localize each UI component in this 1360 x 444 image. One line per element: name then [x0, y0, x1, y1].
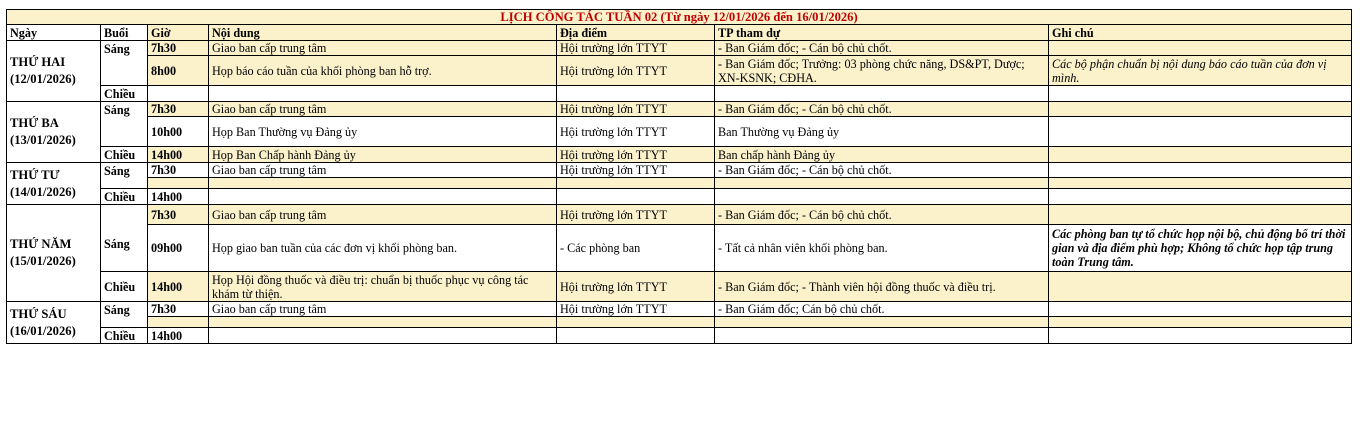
session-cell: Chiều — [101, 272, 148, 302]
day-date: (12/01/2026) — [10, 72, 76, 86]
attendees-cell: Ban chấp hành Đảng ủy — [715, 147, 1049, 163]
time-cell: 14h00 — [148, 272, 209, 302]
location-cell — [557, 317, 715, 328]
note-cell — [1049, 205, 1352, 225]
day-cell — [7, 302, 101, 344]
time-cell: 7h30 — [148, 205, 209, 225]
attendees-cell — [715, 178, 1049, 189]
location-cell: Hội trường lớn TTYT — [557, 163, 715, 178]
location-cell — [557, 178, 715, 189]
header-day: Ngày — [7, 25, 101, 41]
time-cell: 10h00 — [148, 117, 209, 147]
day-name: THỨ BA — [10, 116, 59, 130]
location-cell: Hội trường lớn TTYT — [557, 102, 715, 117]
table-row — [7, 56, 1352, 86]
table-row — [7, 272, 1352, 302]
attendees-cell — [715, 86, 1049, 102]
note-cell — [1049, 302, 1352, 317]
attendees-cell: Ban Thường vụ Đảng ủy — [715, 117, 1049, 147]
table-row — [7, 102, 1352, 117]
day-name: THỨ HAI — [10, 55, 66, 69]
day-date: (16/01/2026) — [10, 323, 76, 338]
location-cell: - Các phòng ban — [557, 225, 715, 272]
note-cell — [1049, 147, 1352, 163]
note-cell — [1049, 178, 1352, 189]
attendees-cell: - Ban Giám đốc; Trưởng: 03 phòng chức năng, DS&PT, Dược; XN-KSNK; CĐHA. — [715, 56, 1049, 86]
note-cell — [1049, 163, 1352, 178]
note-cell — [1049, 272, 1352, 302]
attendees-cell: - Ban Giám đốc; - Thành viên hội đồng thuốc và điều trị. — [715, 272, 1049, 302]
session-cell: Sáng — [101, 41, 148, 86]
content-cell — [209, 317, 557, 328]
schedule-table — [6, 9, 1352, 344]
content-cell: Họp Ban Chấp hành Đảng ủy — [209, 147, 557, 163]
location-cell: Hội trường lớn TTYT — [557, 147, 715, 163]
location-cell: Hội trường lớn TTYT — [557, 205, 715, 225]
content-cell: Họp Hội đồng thuốc và điều trị: chuẩn bị thuốc phục vụ công tác khám từ thiện. — [209, 272, 557, 302]
attendees-cell: - Ban Giám đốc; - Cán bộ chủ chốt. — [715, 41, 1049, 56]
time-cell: 7h30 — [148, 163, 209, 178]
note-cell — [1049, 328, 1352, 344]
header-time: Giờ — [148, 25, 209, 41]
table-row — [7, 41, 1352, 56]
day-name: THỨ TƯ — [10, 167, 60, 182]
session-cell: Chiều — [101, 328, 148, 344]
time-cell: 8h00 — [148, 56, 209, 86]
session-cell: Sáng — [101, 302, 148, 328]
content-cell — [209, 86, 557, 102]
note-cell: Các bộ phận chuẩn bị nội dung báo cáo tuần của đơn vị mình. — [1049, 56, 1352, 86]
content-cell: Giao ban cấp trung tâm — [209, 205, 557, 225]
location-cell: Hội trường lớn TTYT — [557, 302, 715, 317]
table-row — [7, 205, 1352, 225]
attendees-cell: - Ban Giám đốc; Cán bộ chủ chốt. — [715, 302, 1049, 317]
time-cell — [148, 178, 209, 189]
day-date: (13/01/2026) — [10, 133, 76, 147]
day-cell — [7, 163, 101, 205]
header-session: Buổi — [101, 25, 148, 41]
time-cell — [148, 317, 209, 328]
attendees-cell — [715, 328, 1049, 344]
attendees-cell — [715, 317, 1049, 328]
location-cell: Hội trường lớn TTYT — [557, 56, 715, 86]
session-cell: Sáng — [101, 102, 148, 147]
session-cell: Chiều — [101, 189, 148, 205]
header-location: Địa điểm — [557, 25, 715, 41]
day-name: THỨ SÁU — [10, 306, 67, 321]
table-row — [7, 163, 1352, 178]
attendees-cell: - Tất cả nhân viên khối phòng ban. — [715, 225, 1049, 272]
header-content: Nội dung — [209, 25, 557, 41]
table-row — [7, 189, 1352, 205]
table-row — [7, 225, 1352, 272]
day-name: THỨ NĂM — [10, 237, 72, 251]
time-cell: 14h00 — [148, 147, 209, 163]
location-cell — [557, 328, 715, 344]
location-cell: Hội trường lớn TTYT — [557, 272, 715, 302]
note-cell: Các phòng ban tự tổ chức họp nội bộ, chủ động bố trí thời gian và địa điểm phù hợp; Không tổ chức họp tập trung toàn Trung tâm. — [1049, 225, 1352, 272]
session-cell: Sáng — [101, 163, 148, 189]
time-cell: 7h30 — [148, 302, 209, 317]
content-cell — [209, 189, 557, 205]
day-date: (14/01/2026) — [10, 184, 76, 199]
attendees-cell — [715, 189, 1049, 205]
table-row — [7, 328, 1352, 344]
table-row — [7, 317, 1352, 328]
time-cell: 14h00 — [148, 328, 209, 344]
day-cell — [7, 205, 101, 302]
time-cell: 7h30 — [148, 41, 209, 56]
time-cell: 14h00 — [148, 189, 209, 205]
session-cell: Chiều — [101, 147, 148, 163]
location-cell: Hội trường lớn TTYT — [557, 41, 715, 56]
content-cell — [209, 328, 557, 344]
table-row — [7, 86, 1352, 102]
location-cell — [557, 189, 715, 205]
table-row — [7, 178, 1352, 189]
attendees-cell: - Ban Giám đốc; - Cán bộ chủ chốt. — [715, 163, 1049, 178]
note-cell — [1049, 317, 1352, 328]
header-note: Ghi chú — [1049, 25, 1352, 41]
note-cell — [1049, 117, 1352, 147]
attendees-cell: - Ban Giám đốc; - Cán bộ chủ chốt. — [715, 205, 1049, 225]
content-cell: Giao ban cấp trung tâm — [209, 302, 557, 317]
content-cell: Họp báo cáo tuần của khối phòng ban hỗ trợ. — [209, 56, 557, 86]
schedule-sheet — [6, 9, 1352, 344]
header-attendees: TP tham dự — [715, 25, 1049, 41]
time-cell: 7h30 — [148, 102, 209, 117]
content-cell: Giao ban cấp trung tâm — [209, 102, 557, 117]
content-cell — [209, 178, 557, 189]
time-cell — [148, 86, 209, 102]
content-cell: Họp Ban Thường vụ Đảng ủy — [209, 117, 557, 147]
table-row — [7, 302, 1352, 317]
location-cell: Hội trường lớn TTYT — [557, 117, 715, 147]
content-cell: Họp giao ban tuần của các đơn vị khối phòng ban. — [209, 225, 557, 272]
day-cell — [7, 102, 101, 163]
day-cell — [7, 41, 101, 102]
note-cell — [1049, 189, 1352, 205]
session-cell: Chiều — [101, 86, 148, 102]
content-cell: Giao ban cấp trung tâm — [209, 41, 557, 56]
content-cell: Giao ban cấp trung tâm — [209, 163, 557, 178]
day-date: (15/01/2026) — [10, 254, 76, 268]
time-cell: 09h00 — [148, 225, 209, 272]
session-cell: Sáng — [101, 205, 148, 272]
table-row — [7, 147, 1352, 163]
table-row — [7, 117, 1352, 147]
schedule-title: LỊCH CÔNG TÁC TUẦN 02 (Từ ngày 12/01/2026 đến 16/01/2026) — [7, 10, 1352, 25]
location-cell — [557, 86, 715, 102]
note-cell — [1049, 102, 1352, 117]
note-cell — [1049, 41, 1352, 56]
attendees-cell: - Ban Giám đốc; - Cán bộ chủ chốt. — [715, 102, 1049, 117]
note-cell — [1049, 86, 1352, 102]
